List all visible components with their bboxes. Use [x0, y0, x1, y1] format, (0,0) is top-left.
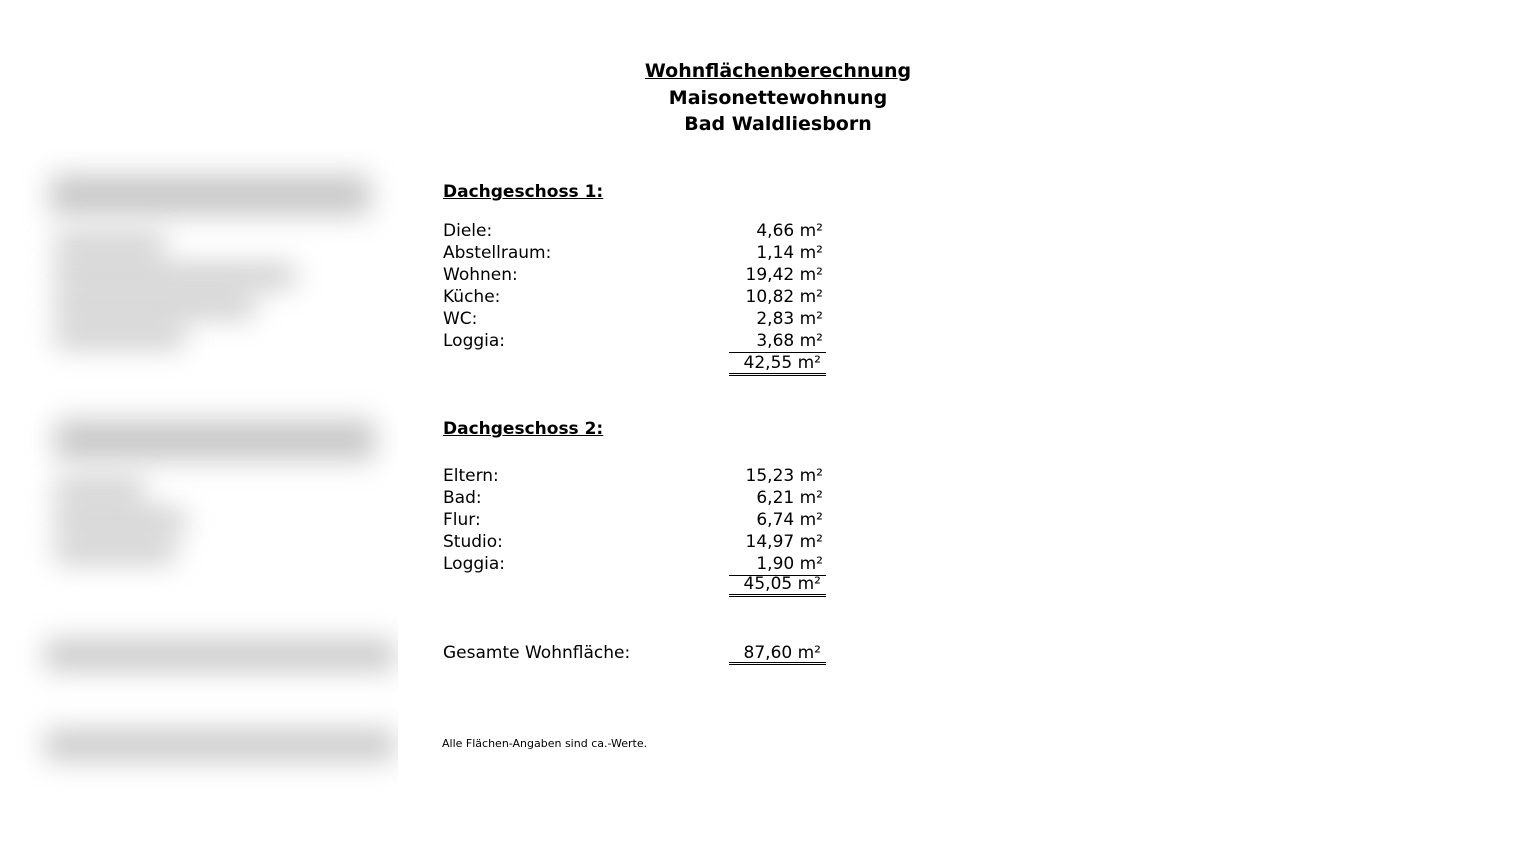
room-label: Wohnen: — [443, 265, 518, 285]
room-label: Loggia: — [443, 331, 506, 351]
table-row — [443, 264, 828, 286]
section-heading-dachgeschoss-1: Dachgeschoss 1: — [443, 182, 604, 202]
table-row — [443, 465, 828, 487]
room-label: Flur: — [443, 510, 481, 530]
table-row — [443, 531, 828, 553]
room-area: 1,90 m² — [756, 554, 823, 574]
room-label: Eltern: — [443, 466, 499, 486]
table-row — [443, 242, 828, 264]
room-area: 3,68 m² — [756, 331, 823, 351]
room-area: 15,23 m² — [745, 466, 823, 486]
room-label: Loggia: — [443, 554, 506, 574]
blurred-side-panel — [0, 150, 398, 800]
room-label: Abstellraum: — [443, 243, 552, 263]
section-sum-value: 45,05 m² — [743, 574, 821, 594]
document-title — [583, 58, 973, 138]
table-row — [443, 220, 828, 242]
room-area: 1,14 m² — [756, 243, 823, 263]
room-area: 10,82 m² — [745, 287, 823, 307]
room-area: 6,21 m² — [756, 488, 823, 508]
room-label: Studio: — [443, 532, 503, 552]
room-label: Bad: — [443, 488, 482, 508]
total-label: Gesamte Wohnfläche: — [443, 643, 631, 663]
room-label: Diele: — [443, 221, 493, 241]
total-row — [443, 642, 828, 664]
section-heading-dachgeschoss-2: Dachgeschoss 2: — [443, 419, 604, 439]
title-line-1: Wohnflächenberechnung — [644, 60, 912, 82]
section-sum — [729, 574, 826, 597]
section-sum-value: 42,55 m² — [743, 353, 821, 373]
room-label: Küche: — [443, 287, 501, 307]
room-area: 6,74 m² — [756, 510, 823, 530]
title-line-2: Maisonettewohnung — [668, 86, 888, 109]
section-sum — [729, 353, 826, 376]
footnote: Alle Flächen-Angaben sind ca.-Werte. — [442, 737, 648, 750]
table-row — [443, 487, 828, 509]
total-value-box — [729, 642, 826, 665]
table-row — [443, 553, 828, 575]
table-row — [443, 330, 828, 352]
table-row — [443, 308, 828, 330]
room-area: 2,83 m² — [756, 309, 823, 329]
room-label: WC: — [443, 309, 478, 329]
room-area: 14,97 m² — [745, 532, 823, 552]
title-line-3: Bad Waldliesborn — [684, 113, 872, 135]
room-area: 4,66 m² — [756, 221, 823, 241]
room-area: 19,42 m² — [745, 265, 823, 285]
table-row — [443, 286, 828, 308]
total-value: 87,60 m² — [743, 643, 821, 663]
table-row — [443, 509, 828, 531]
